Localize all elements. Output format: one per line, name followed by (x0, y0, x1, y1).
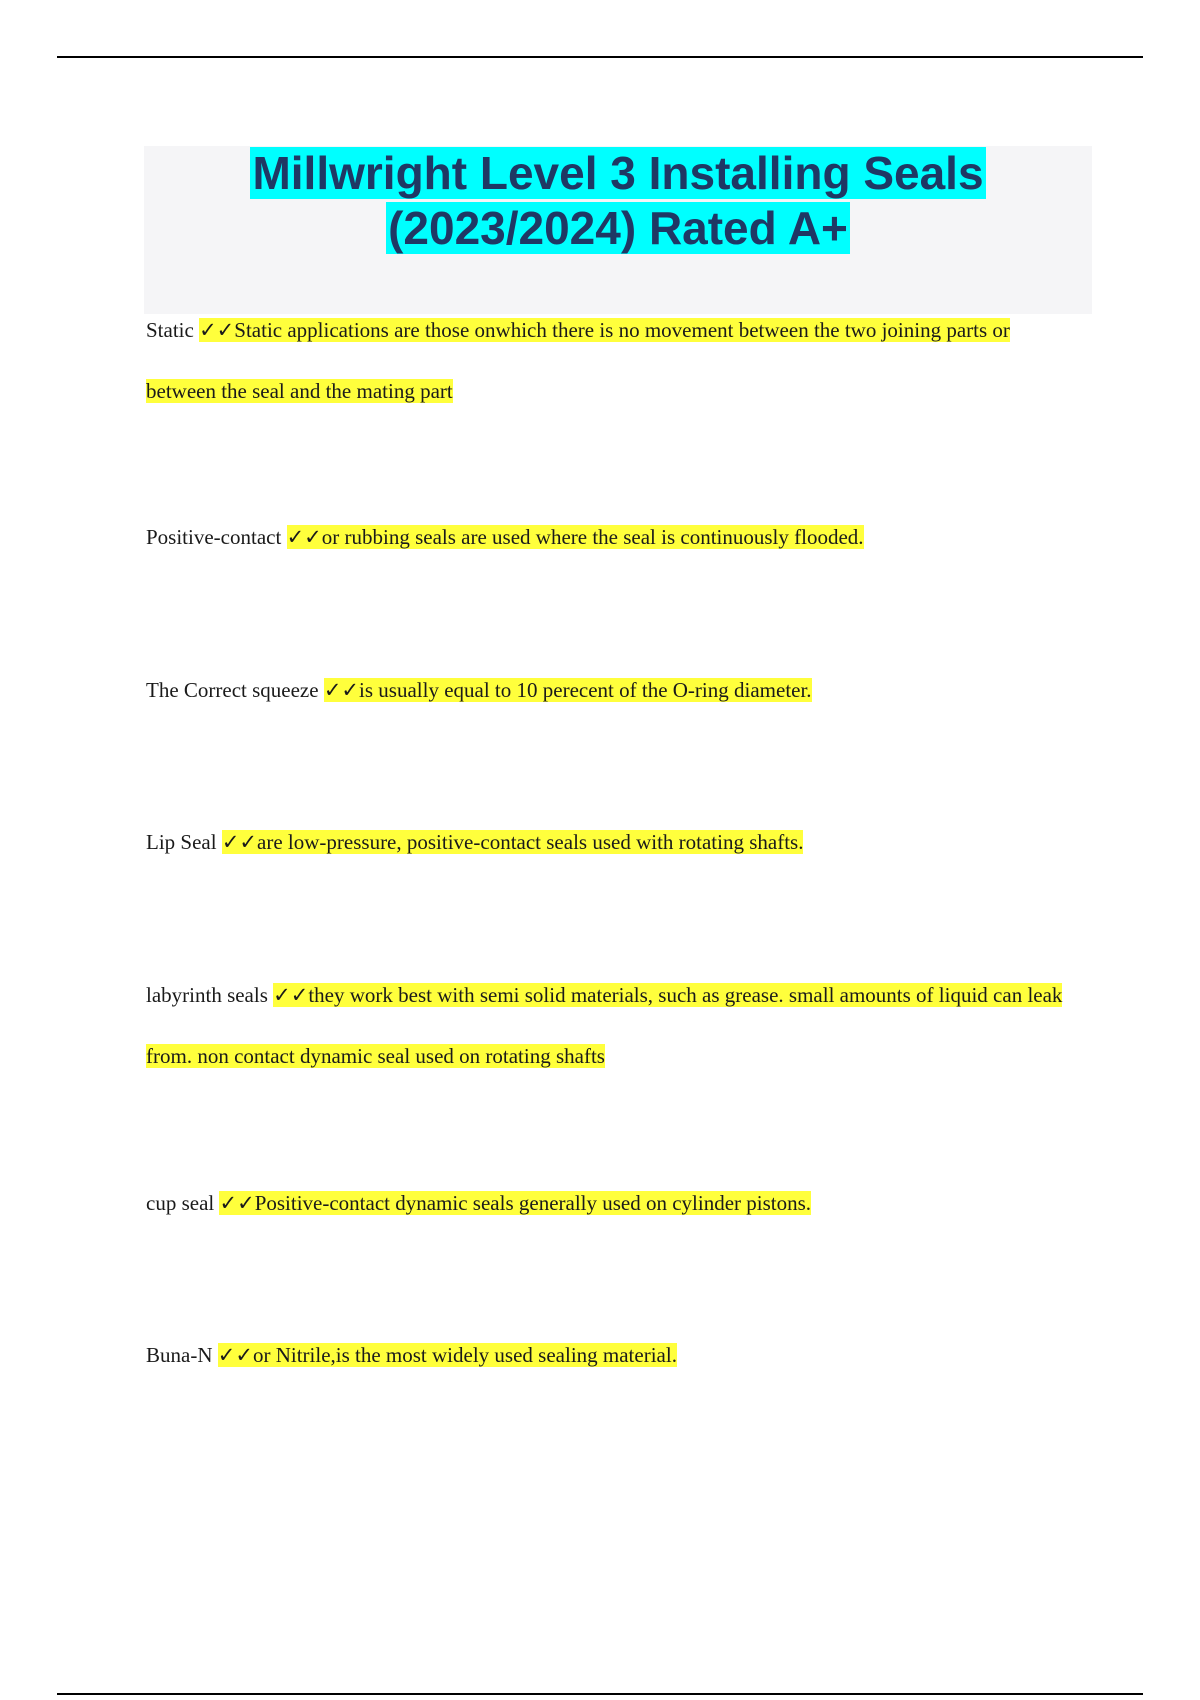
entry-definition: ✓✓is usually equal to 10 perecent of the O-ring diameter. (323, 678, 812, 702)
document-title (144, 146, 1092, 256)
title-line-2: (2023/2024) Rated A+ (388, 202, 848, 254)
check-mark-icon: ✓✓ (199, 318, 235, 342)
entry-lip-seal (146, 812, 1076, 873)
bottom-rule (57, 1693, 1143, 1695)
check-mark-icon: ✓✓ (286, 525, 322, 549)
entry-term: cup seal (146, 1191, 220, 1215)
entry-definition: ✓✓Positive-contact dynamic seals generally used on cylinder pistons. (219, 1191, 812, 1215)
entry-cup-seal (146, 1173, 1076, 1234)
entry-buna-n (146, 1325, 1076, 1386)
entry-term: Lip Seal (146, 830, 222, 854)
check-mark-icon: ✓✓ (217, 1343, 253, 1367)
entry-labyrinth-seals (146, 965, 1076, 1087)
entry-static (146, 300, 1076, 422)
entry-term: Positive-contact (146, 525, 287, 549)
entry-definition: ✓✓they work best with semi solid materials, such as grease. small amounts of liquid can leak from. non contact dynamic seal used on rotating shafts (146, 983, 1063, 1068)
entry-definition: ✓✓Static applications are those onwhich there is no movement between the two joining parts or between the seal and the mating part (146, 318, 1010, 403)
entry-term: Static (146, 318, 200, 342)
title-line-1: Millwright Level 3 Installing Seals (252, 147, 984, 199)
entry-definition: ✓✓or Nitrile,is the most widely used sealing material. (217, 1343, 677, 1367)
check-mark-icon: ✓✓ (273, 983, 309, 1007)
title-block (144, 146, 1092, 314)
entry-definition: ✓✓are low-pressure, positive-contact seals used with rotating shafts. (221, 830, 804, 854)
check-mark-icon: ✓✓ (221, 830, 258, 854)
entry-positive-contact (146, 507, 1076, 568)
check-mark-icon: ✓✓ (323, 678, 360, 702)
check-mark-icon: ✓✓ (219, 1191, 255, 1215)
top-rule (57, 56, 1143, 58)
entry-term: The Correct squeeze (146, 678, 324, 702)
entry-correct-squeeze (146, 660, 1076, 721)
entry-definition: ✓✓or rubbing seals are used where the seal is continuously flooded. (286, 525, 864, 549)
entry-term: labyrinth seals (146, 983, 274, 1007)
entry-term: Buna-N (146, 1343, 218, 1367)
